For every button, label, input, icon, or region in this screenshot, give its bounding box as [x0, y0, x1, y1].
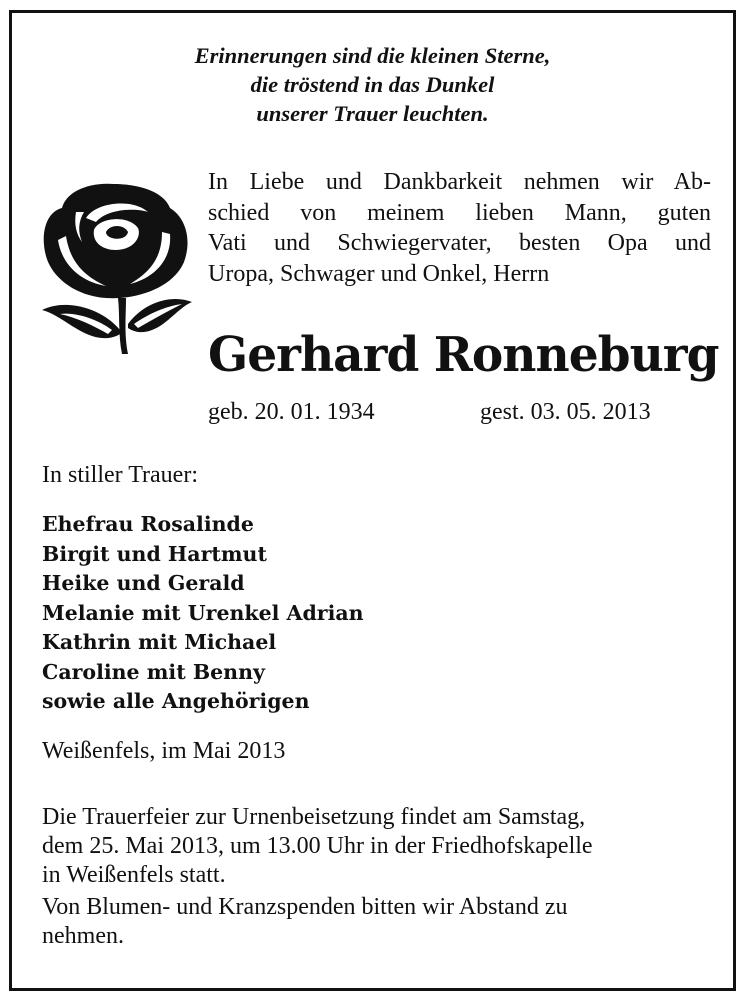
- birth-date: geb. 20. 01. 1934: [208, 399, 375, 425]
- list-item: Melanie mit Urenkel Adrian: [42, 600, 364, 625]
- intro-line: In Liebe und Dankbarkeit nehmen wir Ab-: [208, 169, 711, 195]
- list-item: Ehefrau Rosalinde: [42, 512, 254, 536]
- poem-line: unserer Trauer leuchten.: [256, 101, 489, 126]
- flowers-note: [42, 893, 692, 951]
- intro-text: [208, 167, 711, 289]
- funeral-line: in Weißenfels statt.: [42, 862, 226, 888]
- funeral-line: dem 25. Mai 2013, um 13.00 Uhr in der Friedhofskapelle: [42, 833, 593, 859]
- poem-line: die tröstend in das Dunkel: [250, 72, 495, 97]
- funeral-announcement: [42, 803, 692, 890]
- rose-icon: [36, 178, 192, 358]
- flowers-line: nehmen.: [42, 923, 124, 949]
- list-item: Caroline mit Benny: [42, 659, 265, 684]
- funeral-line: Die Trauerfeier zur Urnenbeisetzung findet am Samstag,: [42, 804, 586, 830]
- poem-line: Erinnerungen sind die kleinen Sterne,: [194, 43, 551, 68]
- intro-line: schied von meinem lieben Mann, guten: [208, 199, 711, 226]
- family-list: [42, 510, 364, 717]
- obituary-notice: [9, 10, 736, 991]
- list-item: Heike und Gerald: [42, 571, 245, 595]
- place-date: Weißenfels, im Mai 2013: [42, 738, 286, 764]
- death-date: gest. 03. 05. 2013: [480, 399, 651, 425]
- mourning-heading: In stiller Trauer:: [42, 462, 198, 488]
- list-item: Kathrin mit Michael: [42, 630, 277, 654]
- memorial-poem: [12, 41, 733, 128]
- list-item: Birgit und Hartmut: [42, 541, 267, 566]
- deceased-name: Gerhard Ronneburg: [208, 327, 719, 383]
- list-item: sowie alle Angehörigen: [42, 689, 310, 713]
- flowers-line: Von Blumen- und Kranzspenden bitten wir Abstand zu: [42, 894, 568, 920]
- intro-line: Uropa, Schwager und Onkel, Herrn: [208, 260, 550, 287]
- intro-line: Vati und Schwiegervater, besten Opa und: [208, 230, 711, 256]
